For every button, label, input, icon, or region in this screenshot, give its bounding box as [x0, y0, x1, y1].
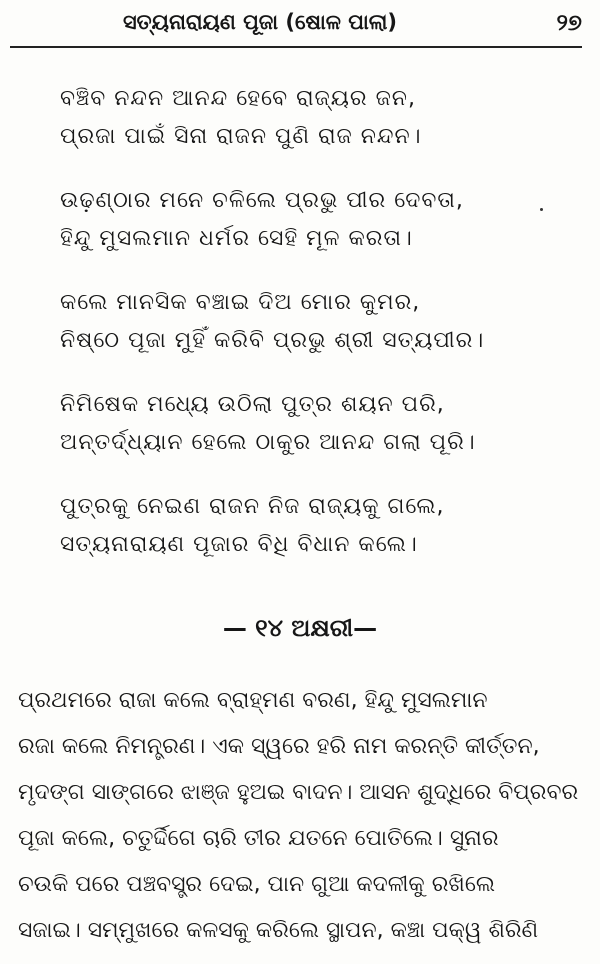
header-rule [10, 46, 582, 48]
stanza-2 [60, 182, 580, 258]
section-heading: — ୧୪ ଅକ୍ଷରୀ— [222, 614, 378, 642]
verse-line: ଉଢ଼ଣ୍ଠାର ମନେ ଚଳିଲେ ପ୍ରଭୁ ପୀର ଦେବତା, [60, 188, 464, 213]
prose-paragraph [18, 678, 590, 954]
prose-line: ଚଉକି ପରେ ପଞ୍ଚବସ୍ତ୍ର ଦେଇ, ପାନ ଗୁଆ କଦଳୀକୁ ରଖିଲେ [18, 872, 495, 897]
prose-line: ସଜାଇ। ସମ୍ମୁଖରେ କଳସକୁ କରିଲେ ସ୍ଥାପନ, କଞ୍ଚା ପକ୍ୱ ଶିରିଣି [18, 918, 539, 943]
prose-line: ମୃଦଙ୍ଗ ସାଙ୍ଗରେ ଝାଞ୍ଜ ହୁଅଇ ବାଦନ। ଆସନ ଶୁଦ୍ଧିରେ ବିପ୍ରବର [18, 780, 579, 805]
verse-line: ହିନ୍ଦୁ ମୁସଲମାନ ଧର୍ମର ସେହି ମୂଳ କରତା। [60, 226, 413, 251]
stanza-1 [60, 80, 580, 156]
page-header [10, 4, 582, 44]
page-number: ୨୭ [556, 10, 582, 36]
verse-line: ପ୍ରଜା ପାଇଁ ସିନା ରାଜନ ପୁଣି ରାଜ ନନ୍ଦନ। [60, 124, 422, 149]
verse-line: ବଞ୍ଚିବ ନନ୍ଦନ ଆନନ୍ଦ ହେବେ ରାଜ୍ୟର ଜନ, [60, 86, 416, 111]
prose-line: ରଜା କଲେ ନିମନ୍ତ୍ରଣ। ଏକ ସ୍ୱରେ ହରି ନାମ କରନ୍ତି କୀର୍ତ୍ତନ, [18, 734, 540, 759]
stanza-5 [60, 488, 580, 564]
stanza-3 [60, 284, 580, 360]
prose-line: ପ୍ରଥମରେ ରାଜା କଲେ ବ୍ରାହ୍ମଣ ବରଣ, ହିନ୍ଦୁ ମୁସଲମାନ [18, 688, 488, 713]
verse-block [60, 80, 580, 590]
verse-line: ନିଷ୍ଠେ ପୂଜା ମୁହିଁ କରିବି ପ୍ରଭୁ ଶ୍ରୀ ସତ୍ୟପୀର। [60, 328, 485, 353]
running-title: ସତ୍ୟନାରାୟଣ ପୂଜା (ଷୋଳ ପାଲା) [122, 10, 398, 34]
verse-line: କଲେ ମାନସିକ ବଞ୍ଚାଇ ଦିଅ ମୋର କୁମର, [60, 290, 421, 315]
verse-line: ଅନ୍ତର୍ଦ୍ଧ୍ୟାନ ହେଲେ ଠାକୁର ଆନନ୍ଦ ଗଲା ପୂରି। [60, 430, 476, 455]
prose-line: ପୂଜା କଲେ, ଚତୁର୍ଦ୍ଦିଗେ ଚାରି ତୀର ଯତନେ ପୋତିଲେ। ସୁନାର [18, 826, 499, 851]
verse-line: ସତ୍ୟନାରାୟଣ ପୂଜାର ବିଧି ବିଧାନ କଲେ। [60, 532, 418, 557]
stanza-4 [60, 386, 580, 462]
verse-line: ନିମିଷେକ ମଧ୍ୟେ ଉଠିଲା ପୁତ୍ର ଶୟନ ପରି, [60, 392, 445, 417]
verse-line: ପୁତ୍ରକୁ ନେଇଣ ରାଜନ ନିଜ ରାଜ୍ୟକୁ ଗଲେ, [60, 494, 445, 519]
